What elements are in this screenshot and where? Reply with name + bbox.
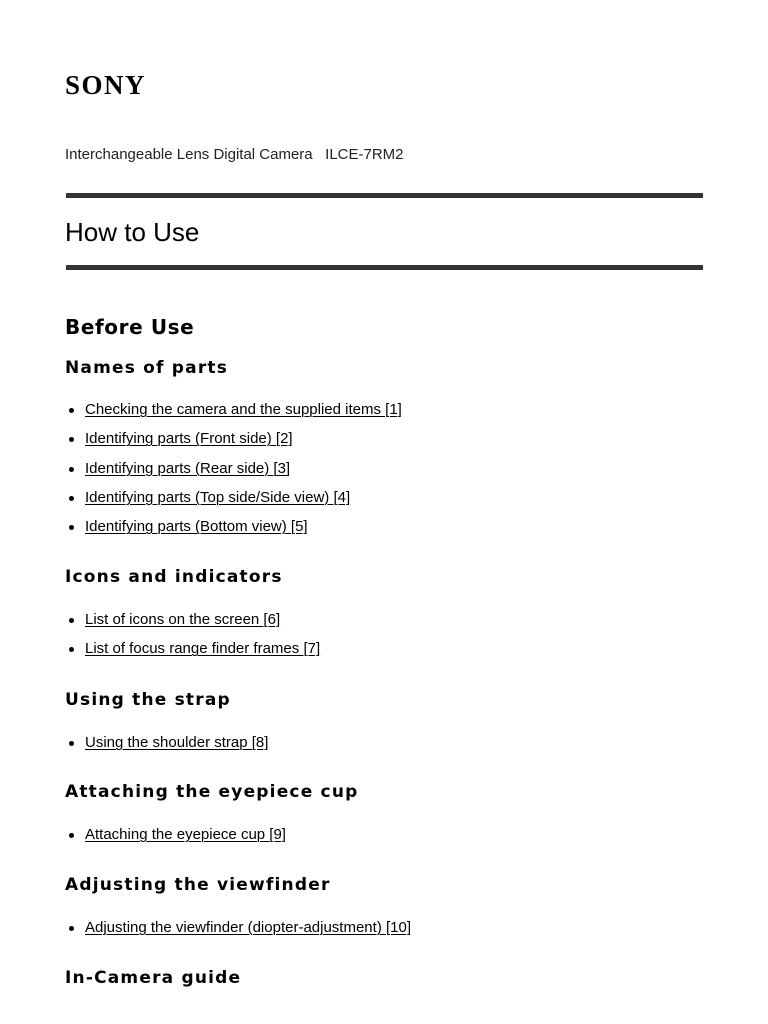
bullet-icon xyxy=(69,496,74,501)
list-item xyxy=(65,400,402,429)
list-item xyxy=(65,918,411,947)
link-identifying-parts-bottom[interactable]: Identifying parts (Bottom view) [5] xyxy=(85,518,308,536)
bullet-icon xyxy=(69,741,74,746)
group-title-in-camera-guide: In-Camera guide xyxy=(65,968,242,988)
bullet-icon xyxy=(69,525,74,530)
group-title-icons-and-indicators: Icons and indicators xyxy=(65,567,283,587)
link-list-attaching-eyepiece-cup xyxy=(65,825,286,854)
link-list-names-of-parts xyxy=(65,400,402,546)
page-title: How to Use xyxy=(65,217,200,247)
group-title-names-of-parts: Names of parts xyxy=(65,358,229,378)
list-item xyxy=(65,825,286,854)
list-item xyxy=(65,610,320,639)
bullet-icon xyxy=(69,618,74,623)
link-adjusting-viewfinder-diopter[interactable]: Adjusting the viewfinder (diopter-adjustment) [10] xyxy=(85,919,412,936)
list-item xyxy=(65,459,402,488)
link-focus-range-finder-frames[interactable]: List of focus range finder frames [7] xyxy=(85,640,321,658)
header-rule-bottom xyxy=(66,265,703,270)
bullet-icon xyxy=(69,833,74,838)
link-list-adjusting-viewfinder xyxy=(65,918,411,947)
product-name: Interchangeable Lens Digital Camera ILCE-7RM2 xyxy=(65,146,404,163)
list-item xyxy=(65,429,402,458)
sony-logo: SONY xyxy=(65,70,147,100)
link-attaching-eyepiece-cup[interactable]: Attaching the eyepiece cup [9] xyxy=(85,826,286,843)
link-list-of-icons[interactable]: List of icons on the screen [6] xyxy=(85,611,281,628)
list-item xyxy=(65,733,268,762)
list-item xyxy=(65,639,320,668)
link-identifying-parts-rear[interactable]: Identifying parts (Rear side) [3] xyxy=(85,459,291,477)
group-title-attaching-eyepiece-cup: Attaching the eyepiece cup xyxy=(65,782,359,802)
bullet-icon xyxy=(69,437,74,442)
list-item xyxy=(65,488,402,517)
link-checking-camera-supplied-items[interactable]: Checking the camera and the supplied items [1] xyxy=(85,401,402,418)
group-title-using-the-strap: Using the strap xyxy=(65,690,231,710)
section-title-before-use: Before Use xyxy=(65,315,195,339)
bullet-icon xyxy=(69,467,74,472)
list-item xyxy=(65,517,402,546)
link-identifying-parts-top-side[interactable]: Identifying parts (Top side/Side view) [4] xyxy=(85,488,351,506)
group-title-adjusting-viewfinder: Adjusting the viewfinder xyxy=(65,875,331,895)
link-list-icons-and-indicators xyxy=(65,610,320,669)
bullet-icon xyxy=(69,408,74,413)
link-identifying-parts-front[interactable]: Identifying parts (Front side) [2] xyxy=(85,430,293,448)
link-using-shoulder-strap[interactable]: Using the shoulder strap [8] xyxy=(85,734,269,751)
bullet-icon xyxy=(69,647,74,652)
link-list-using-the-strap xyxy=(65,733,268,762)
header-rule-top xyxy=(66,193,703,198)
bullet-icon xyxy=(69,926,74,931)
